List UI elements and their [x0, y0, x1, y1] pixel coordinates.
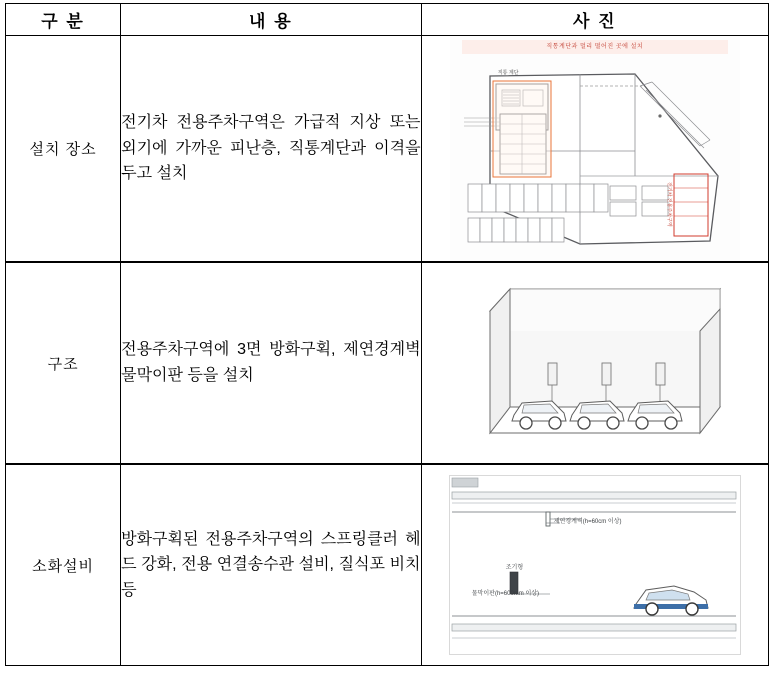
row-photo-fire-equipment: [421, 465, 768, 666]
floor-plan-label-ev-zone: 전기차 전용주차구역: [665, 182, 672, 227]
row-content-install-location: [121, 36, 421, 262]
row-content-fire-equipment: [121, 465, 421, 666]
floor-plan-svg: [460, 56, 730, 256]
floor-plan-drawing: [460, 56, 730, 256]
guideline-table: [5, 3, 769, 666]
floor-plan-banner: 직통계단과 멀리 떨어진 곳에 설치: [462, 40, 728, 54]
section-drawing-figure: [449, 475, 741, 655]
row-photo-structure: [421, 263, 768, 464]
section-label-early-suppression: 조기형: [505, 565, 524, 571]
column-header-photo: 사 진: [421, 4, 768, 36]
floor-plan-label-stair: 직통 계단: [497, 70, 519, 76]
row-label-fire-equipment: 소화설비: [6, 465, 121, 666]
garage-3d-figure: [452, 265, 737, 461]
column-header-content: 내 용: [121, 4, 421, 36]
row-content-structure: [121, 263, 421, 464]
document-page: [0, 3, 774, 694]
floor-plan-figure: [450, 36, 740, 261]
row-content-text: 전용주차구역에 3면 방화구획, 제연경계벽 물막이판 등을 설치: [121, 341, 421, 384]
row-label-structure: 구조: [6, 263, 121, 464]
table-header: [6, 4, 769, 36]
section-drawing-svg: [450, 476, 738, 652]
table-header-row: [6, 4, 769, 36]
row-label-install-location: 설치 장소: [6, 36, 121, 262]
section-label-smoke-barrier: 제연경계벽(h=60cm 이상): [553, 519, 622, 525]
table-row: [6, 36, 769, 262]
table-body: [6, 36, 769, 666]
row-content-text: 전기차 전용주차구역은 가급적 지상 또는 외기에 가까운 피난층, 직통계단과 이격을 두고 설치: [121, 114, 421, 183]
garage-3d-svg: [452, 265, 737, 461]
row-photo-install-location: [421, 36, 768, 262]
table-row: [6, 263, 769, 464]
table-row: [6, 465, 769, 666]
column-header-category: 구 분: [6, 4, 121, 36]
row-content-text: 방화구획된 전용주차구역의 스프링클러 헤드 강화, 전용 연결송수관 설비, 질식포 비치 등: [121, 530, 421, 599]
section-label-water-barrier: 물막이판(h=600mm 이상): [471, 591, 540, 597]
